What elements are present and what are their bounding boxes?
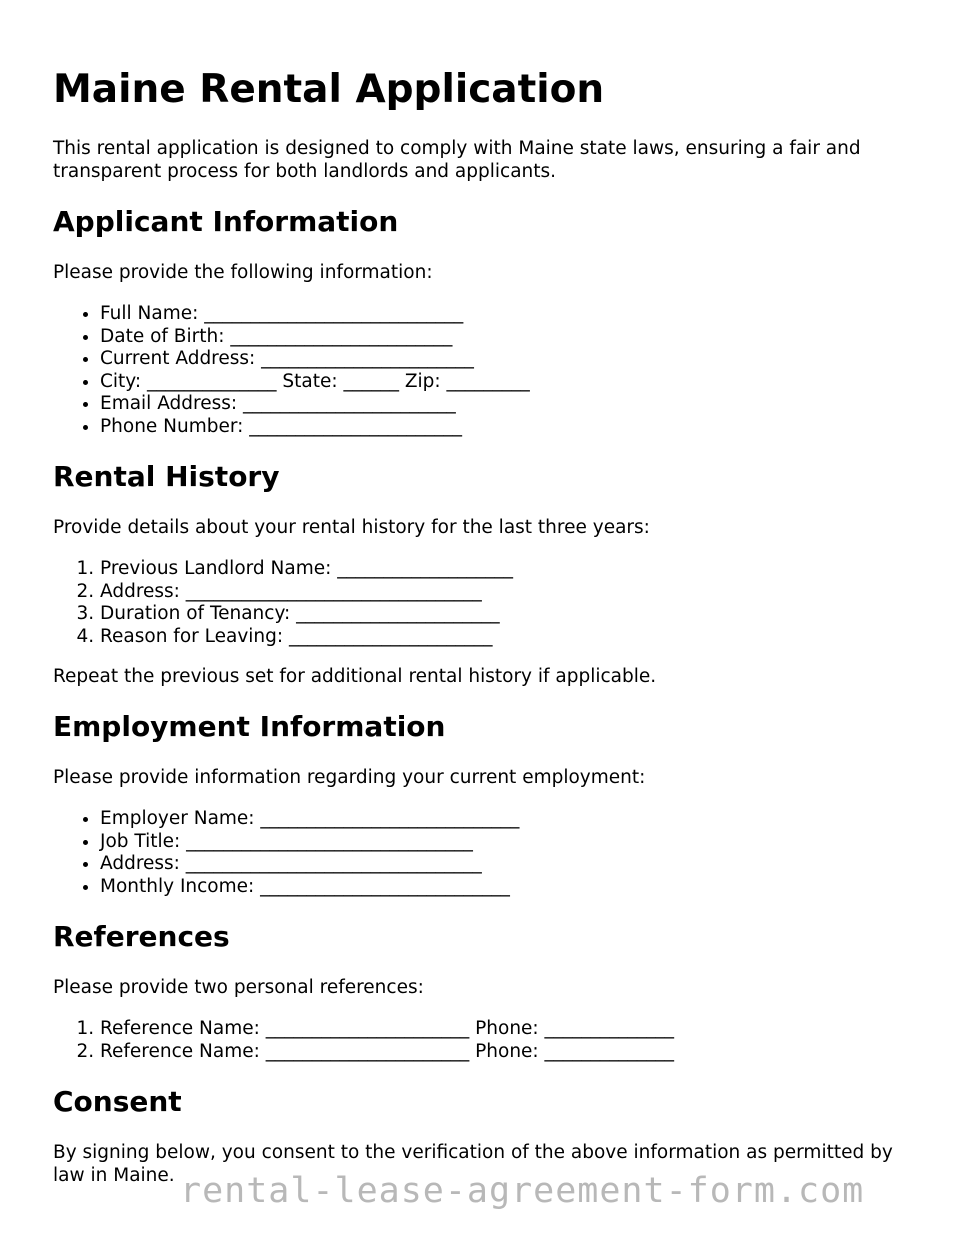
watermark: rental-lease-agreement-form.com	[180, 1171, 865, 1211]
rental-history-note: Repeat the previous set for additional rental history if applicable.	[53, 666, 657, 687]
list-item: 2. Address: ________________________________	[100, 581, 513, 604]
references-list	[53, 1018, 674, 1063]
page-title: Maine Rental Application	[53, 67, 605, 112]
rental-history-prompt: Provide details about your rental history for the last three years:	[53, 517, 650, 538]
list-item: 2. Reference Name: ______________________ Phone: ______________	[100, 1041, 674, 1064]
list-item: • City: ______________ State: ______ Zip: _________	[100, 371, 530, 394]
rental-history-list	[53, 558, 513, 648]
intro-paragraph: This rental application is designed to comply with Maine state laws, ensuring a fair and transparent process for both landlords and applicants.	[53, 138, 861, 182]
references-prompt: Please provide two personal references:	[53, 977, 424, 998]
list-item: 1. Reference Name: ______________________ Phone: ______________	[100, 1018, 674, 1041]
applicant-heading: Applicant Information	[53, 205, 399, 238]
employment-heading: Employment Information	[53, 710, 446, 743]
list-item: 1. Previous Landlord Name: ___________________	[100, 558, 513, 581]
consent-heading: Consent	[53, 1085, 182, 1118]
consent-text: By signing below, you consent to the verification of the above information as permitted by law in Maine.	[53, 1142, 893, 1186]
employment-prompt: Please provide information regarding your current employment:	[53, 767, 646, 788]
list-item: • Job Title: _______________________________	[100, 831, 519, 854]
list-item: • Date of Birth: ________________________	[100, 326, 530, 349]
list-item: 3. Duration of Tenancy: ______________________	[100, 603, 513, 626]
list-item: 4. Reason for Leaving: ______________________	[100, 626, 513, 649]
list-item: • Monthly Income: ___________________________	[100, 876, 519, 899]
list-item: • Employer Name: ____________________________	[100, 808, 519, 831]
rental-history-heading: Rental History	[53, 460, 280, 493]
list-item: • Address: ________________________________	[100, 853, 519, 876]
list-item: • Phone Number: _______________________	[100, 416, 530, 439]
applicant-prompt: Please provide the following information:	[53, 262, 433, 283]
list-item: • Full Name: ____________________________	[100, 303, 530, 326]
employment-list	[53, 808, 519, 898]
references-heading: References	[53, 920, 230, 953]
list-item: • Current Address: _______________________	[100, 348, 530, 371]
list-item: • Email Address: _______________________	[100, 393, 530, 416]
applicant-list	[53, 303, 530, 438]
